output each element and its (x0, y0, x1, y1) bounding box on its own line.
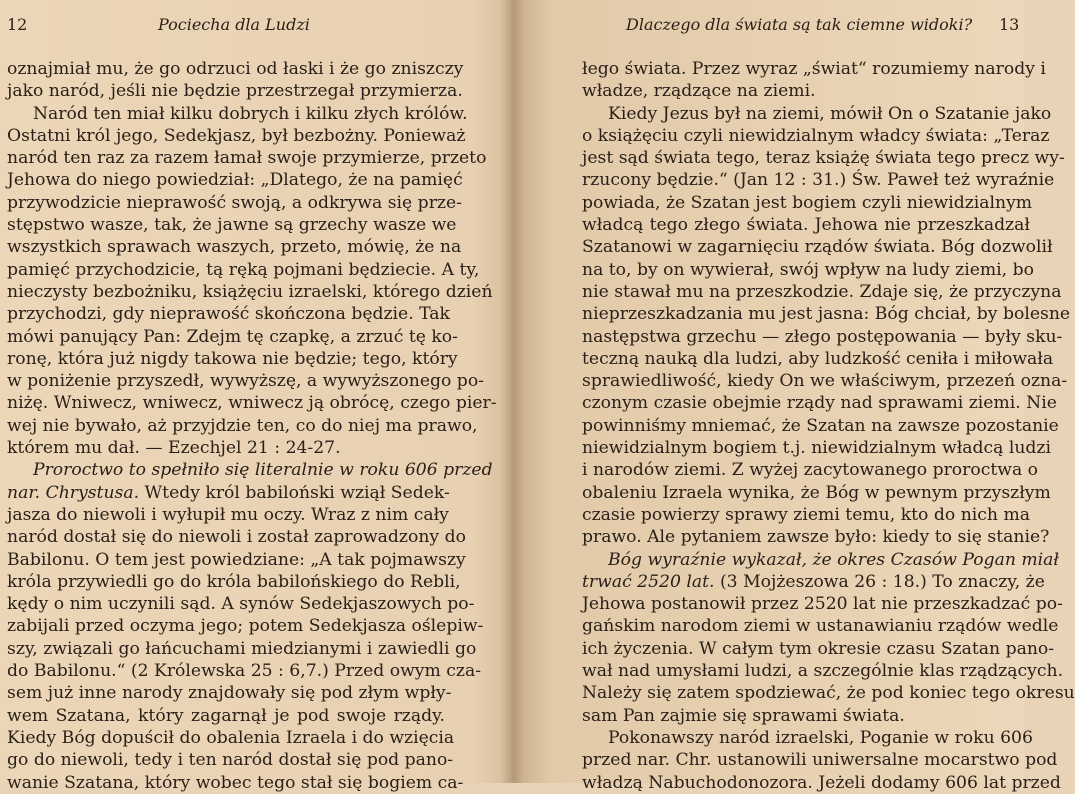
text-line: jasza do niewoli i wyłupił mu oczy. Wraz z nim cały (7, 504, 449, 525)
text-line: mówi panujący Pan: Zdejm tę czapkę, a zrzuć tę ko- (7, 326, 458, 347)
text-line: króla przywiedli go do króla babilońskiego do Rebli, (7, 571, 461, 592)
text-line: powinniśmy mniemać, że Szatan na zawsze pozostanie (582, 415, 1059, 436)
text-line: ich życzenia. W całym tym okresie czasu Szatan pano- (582, 638, 1055, 659)
text-line: rzucony będzie.“ (Jan 12 : 31.) Św. Paweł też wyraźnie (582, 170, 1055, 191)
text-line: naród ten raz za razem łamał swoje przymierze, przeto (7, 148, 487, 169)
page-body-text (582, 58, 1075, 794)
text-line: jako naród, jeśli nie będzie przestrzegał przymierza. (7, 81, 463, 102)
text-line: do Babilonu.“ (2 Królewska 25 : 6,7.) Przed owym cza- (7, 661, 482, 682)
text-line: Babilonu. O tem jest powiedziane: „A tak pojmawszy (7, 549, 466, 570)
text-line: przywodzicie nieprawość swoją, a odkrywa się prze- (7, 192, 462, 213)
text-line: Kiedy Bóg dopuścił do obalenia Izraela i do wzięcia (7, 727, 455, 748)
right-page (512, 0, 1075, 793)
italic-emphasis: trwać 2520 lat. (582, 571, 715, 592)
page-number: 13 (999, 15, 1020, 34)
text-line: Naród ten miał kilku dobrych i kilku złych królów. (33, 103, 468, 124)
text-line: zabijali przed oczyma jego; potem Sedekjasza oślepiw- (7, 616, 484, 637)
text-line: i narodów ziemi. Z wyżej zacytowanego proroctwa o (582, 460, 1038, 481)
text-run: Wtedy król babiloński wziął Sedek- (139, 482, 450, 503)
page-number: 12 (7, 15, 28, 34)
text-line: czonym czasie obejmie rządy nad sprawami ziemi. Nie (582, 393, 1057, 414)
text-line: powiada, że Szatan jest bogiem czyli niewidzialnym (582, 192, 1033, 213)
text-line: ronę, która już nigdy takowa nie będzie; tego, który (7, 348, 458, 369)
book-gutter (500, 0, 524, 783)
text-line: sam Pan zajmie się sprawami świata. (582, 705, 905, 726)
text-line: go do niewoli, tedy i ten naród dostał się pod pano- (7, 750, 454, 771)
text-line: wszystkich sprawach waszych, przeto, mówię, że na (7, 237, 462, 258)
text-line: następstwa grzechu — złego postępowania — były sku- (582, 326, 1063, 347)
text-line: władcą tego złego świata. Jehowa nie przeszkadzał (582, 215, 1030, 236)
text-line: władze, rządzące na ziemi. (582, 81, 816, 102)
text-line: władzą Nabuchodonozora. Jeżeli dodamy 606 lat przed (582, 772, 1061, 793)
running-title: Dlaczego dla świata są tak ciemne widoki? (626, 15, 973, 34)
text-line: Szatanowi w zagarnięciu rządów świata. Bóg dozwolił (582, 237, 1053, 258)
text-line: obaleniu Izraela wynika, że Bóg w pewnym przyszłym (582, 482, 1051, 503)
text-line: wał nad umysłami ludzi, a szczególnie klas rządzących. (582, 661, 1064, 682)
text-line: czasie powierzy sprawy ziemi temu, kto do nich ma (582, 504, 1030, 525)
text-line: przychodzi, gdy nieprawość skończona będzie. Tak (7, 304, 450, 325)
text-run: (3 Mojżeszowa 26 : 18.) To znaczy, że (714, 571, 1045, 592)
text-line: przed nar. Chr. ustanowili uniwersalne mocarstwo pod (582, 750, 1058, 771)
text-line: na to, by on wywierał, swój wpływ na ludy ziemi, bo (582, 259, 1034, 280)
text-line: niżę. Wniwecz, wniwecz, wniwecz ją obrócę, czego pier- (7, 393, 497, 414)
text-line: którem mu dał. — Ezechjel 21 : 24-27. (7, 438, 341, 459)
text-line: Proroctwo to spełniło się literalnie w roku 606 przed (33, 460, 493, 481)
text-line: gańskim narodom ziemi w ustanawianiu rządów wedle (582, 616, 1059, 637)
text-line: oznajmiał mu, że go odrzuci od łaski i że go zniszczy (7, 59, 464, 79)
text-line: w poniżenie przyszedł, wywyższę, a wywyższonego po- (7, 371, 484, 392)
text-line: sem już inne narody znajdowały się pod złym wpły- (7, 683, 452, 704)
text-line: Bóg wyraźnie wykazał, że okres Czasów Pogan miał (608, 549, 1060, 570)
text-line: wanie Szatana, który wobec tego stał się bogiem ca- (7, 772, 464, 793)
italic-emphasis: nar. Chrystusa. (7, 482, 140, 503)
text-line: wem Szatana, który zagarnął je pod swoje rządy. (7, 705, 445, 726)
text-line (7, 482, 450, 504)
text-line: pamięć przychodzicie, tą ręką pojmani będziecie. A ty, (7, 259, 480, 280)
text-line: Należy się zatem spodziewać, że pod koniec tego okresu (582, 683, 1075, 704)
text-line: prawo. Ale pytaniem zawsze było: kiedy to się stanie? (582, 527, 1050, 548)
text-line: łego świata. Przez wyraz „świat“ rozumiemy narody i (582, 59, 1046, 79)
text-line: wej nie bywało, aż przyjdzie ten, co do niej ma prawo, (7, 415, 478, 436)
text-line: Ostatni król jego, Sedekjasz, był bezbożny. Ponieważ (7, 125, 466, 146)
text-line: nieczysty bezbożniku, książęciu izraelski, którego dzień (7, 281, 493, 302)
text-line: o książęciu czyli niewidzialnym władcy świata: „Teraz (582, 125, 1050, 146)
text-line: nie stawał mu na przeszkodzie. Zdaje się, że przyczyna (582, 281, 1062, 302)
text-line: szy, związali go łańcuchami miedzianymi i zawiedli go (7, 638, 477, 659)
text-line: Kiedy Jezus był na ziemi, mówił On o Szatanie jako (608, 103, 1052, 124)
text-line: nieprzeszkadzania mu jest jasna: Bóg chciał, by bolesne (582, 304, 1071, 325)
left-page (0, 0, 512, 793)
text-line: stępstwo wasze, tak, że jawne są grzechy wasze we (7, 215, 457, 236)
text-line: Jehowa postanowił przez 2520 lat nie przeszkadzać po- (582, 594, 1063, 615)
text-line: kędy o nim uczynili sąd. A synów Sedekjaszowych po- (7, 594, 475, 615)
text-line: teczną nauką dla ludzi, aby ludzkość ceniła i miłowała (582, 348, 1054, 369)
text-line: jest sąd świata tego, teraz książę świata tego precz wy- (582, 148, 1065, 169)
text-line (582, 571, 1045, 593)
text-line: sprawiedliwość, kiedy On we właściwym, przezeń ozna- (582, 371, 1068, 392)
text-line: Pokonawszy naród izraelski, Poganie w roku 606 (608, 727, 1033, 748)
running-title: Pociecha dla Ludzi (158, 15, 310, 34)
page-body-text (7, 58, 497, 794)
text-line: niewidzialnym bogiem t.j. niewidzialnym władcą ludzi (582, 438, 1051, 459)
text-line: Jehowa do niego powiedział: „Dlatego, że na pamięć (7, 170, 463, 191)
text-line: naród dostał się do niewoli i został zaprowadzony do (7, 527, 466, 548)
